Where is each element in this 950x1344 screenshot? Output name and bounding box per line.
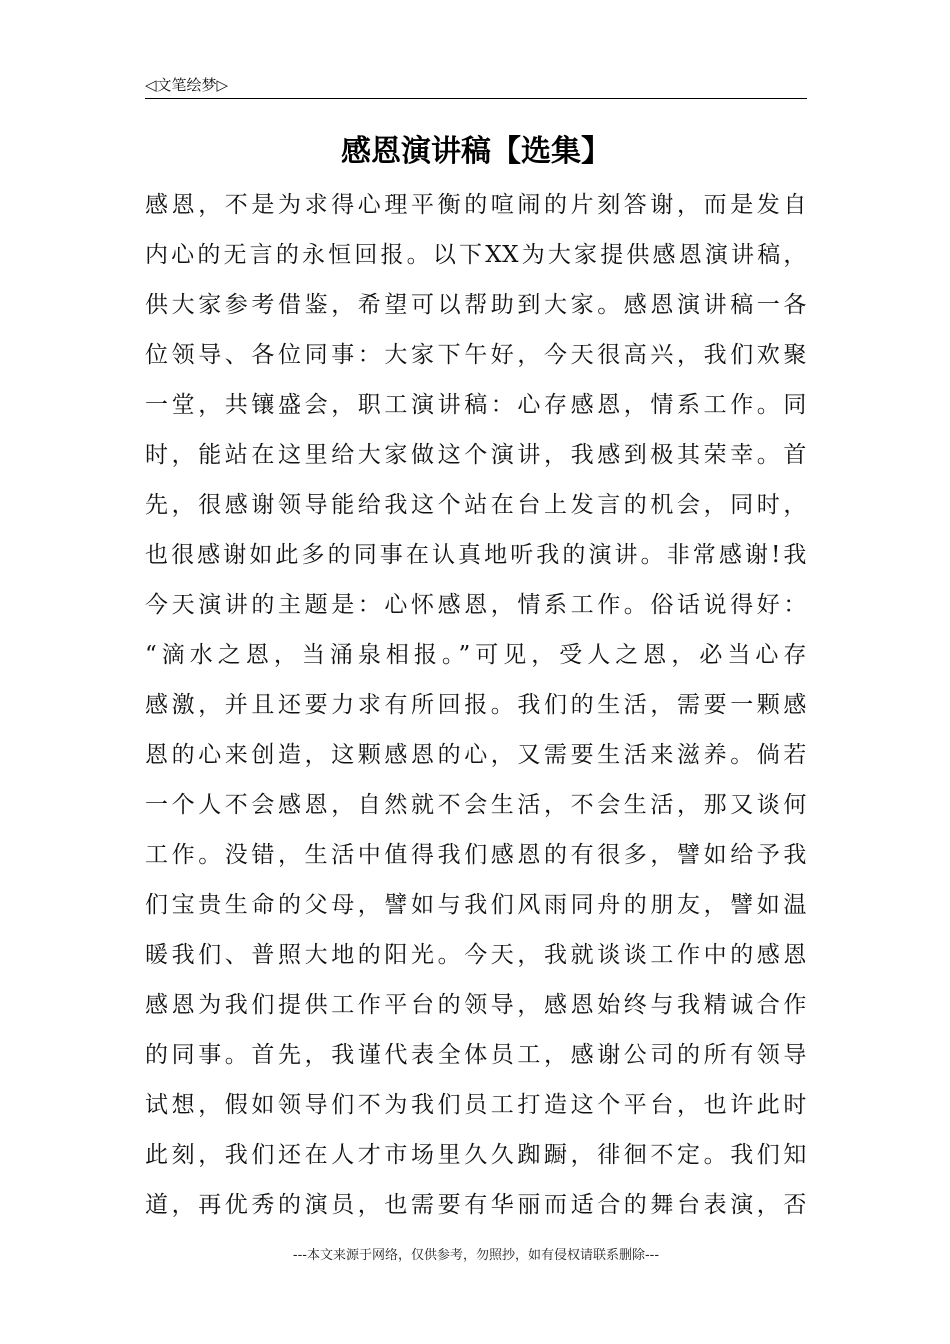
body-line: 时，能站在这里给大家做这个演讲，我感到极其荣幸。首 bbox=[145, 442, 807, 468]
body-line: 们宝贵生命的父母，譬如与我们风雨同舟的朋友，譬如温 bbox=[145, 892, 807, 918]
body-line: 暖我们、普照大地的阳光。今天，我就谈谈工作中的感恩 bbox=[145, 942, 807, 968]
body-line: 先，很感谢领导能给我这个站在台上发言的机会，同时， bbox=[145, 492, 807, 518]
body-line: 感恩为我们提供工作平台的领导，感恩始终与我精诚合作 bbox=[145, 992, 807, 1018]
body-text bbox=[145, 180, 807, 1230]
body-line: 感恩，不是为求得心理平衡的喧闹的片刻答谢，而是发自 bbox=[145, 192, 807, 218]
page-header bbox=[145, 72, 807, 99]
body-line: 的同事。首先，我谨代表全体员工，感谢公司的所有领导 bbox=[145, 1042, 807, 1068]
body-line: 也很感谢如此多的同事在认真地听我的演讲。非常感谢!我 bbox=[145, 542, 807, 568]
brand-label: ◁文笔绘梦▷ bbox=[145, 76, 229, 94]
body-line: 今天演讲的主题是：心怀感恩，情系工作。俗话说得好： bbox=[145, 592, 807, 618]
body-line: 一堂，共镶盛会，职工演讲稿：心存感恩，情系工作。同 bbox=[145, 392, 807, 418]
body-line: 工作。没错，生活中值得我们感恩的有很多，譬如给予我 bbox=[145, 842, 807, 868]
body-line: 内心的无言的永恒回报。以下XX为大家提供感恩演讲稿， bbox=[145, 242, 807, 268]
body-line: 位领导、各位同事：大家下午好，今天很高兴，我们欢聚 bbox=[145, 342, 807, 368]
body-line: 恩的心来创造，这颗感恩的心，又需要生活来滋养。倘若 bbox=[145, 742, 807, 768]
body-line: 一个人不会感恩，自然就不会生活，不会生活，那又谈何 bbox=[145, 792, 807, 818]
body-line: 感激，并且还要力求有所回报。我们的生活，需要一颗感 bbox=[145, 692, 807, 718]
document-title: 感恩演讲稿【选集】 bbox=[341, 134, 611, 169]
body-line: 试想，假如领导们不为我们员工打造这个平台，也许此时 bbox=[145, 1092, 807, 1118]
page-footer: ---本文来源于网络，仅供参考，勿照抄，如有侵权请联系删除--- bbox=[292, 1248, 660, 1263]
body-line: “滴水之恩，当涌泉相报。”可见，受人之恩，必当心存 bbox=[145, 642, 807, 668]
body-line: 此刻，我们还在人才市场里久久踟蹰，徘徊不定。我们知 bbox=[145, 1142, 807, 1168]
body-line: 供大家参考借鉴，希望可以帮助到大家。感恩演讲稿一各 bbox=[145, 292, 807, 318]
body-line: 道，再优秀的演员，也需要有华丽而适合的舞台表演，否 bbox=[145, 1192, 807, 1218]
